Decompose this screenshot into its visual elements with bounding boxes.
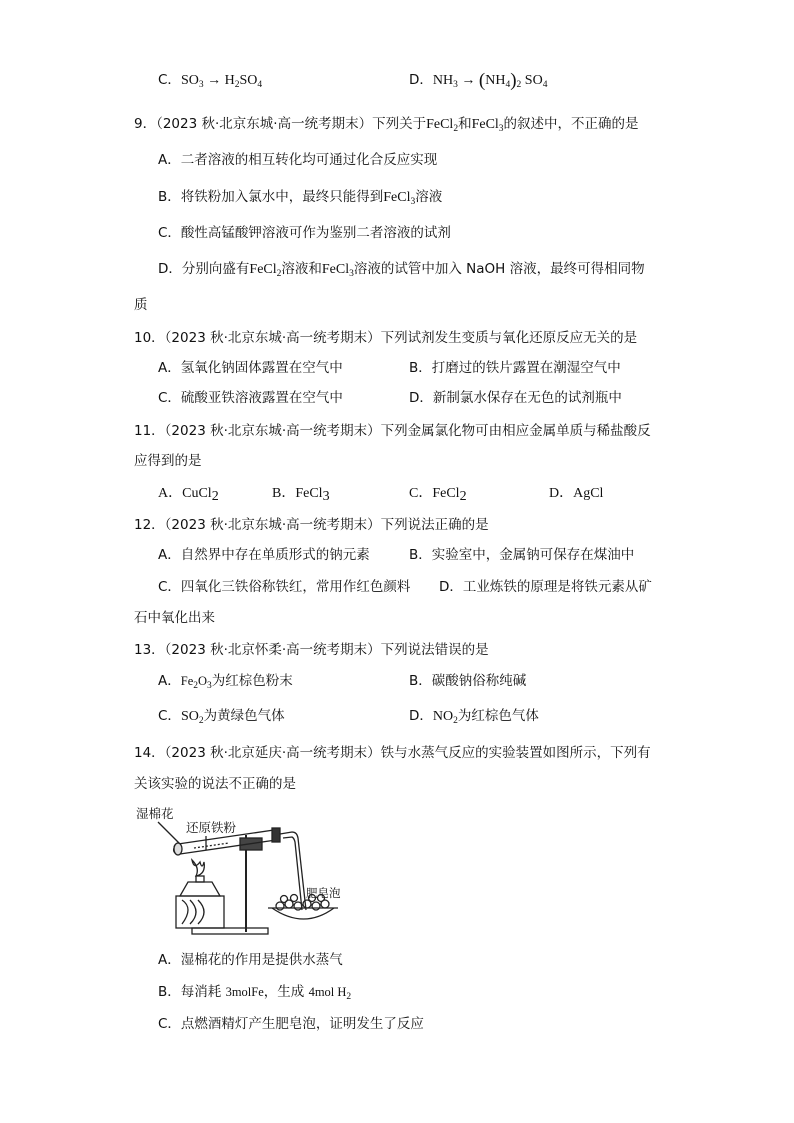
q14-option-a[interactable]: A．湿棉花的作用是提供水蒸气 xyxy=(158,952,343,968)
wet-cotton xyxy=(174,843,182,855)
q11-option-b[interactable]: B．FeCl$_3$ xyxy=(272,486,330,504)
q10-option-a[interactable]: A．氢氧化钠固体露置在空气中 xyxy=(158,360,343,376)
formula-nh3: $NH_3$ xyxy=(432,73,458,90)
flame xyxy=(192,860,204,876)
reaction-arrow: → xyxy=(457,73,479,88)
formula-h2so4: $H_2SO_4$ xyxy=(224,73,263,90)
q10-stem: 10．（2023 秋·北京东城·高一统考期末）下列试剂发生变质与氧化还原反应无关的是 xyxy=(134,330,638,346)
q10-option-b[interactable]: B．打磨过的铁片露置在潮湿空气中 xyxy=(409,360,621,376)
cotton-leader-line xyxy=(158,822,180,844)
q12-option-d-continuation: 石中氧化出来 xyxy=(134,610,215,626)
alcohol-lamp-body xyxy=(180,882,220,896)
q10-option-c[interactable]: C．硫酸亚铁溶液露置在空气中 xyxy=(158,390,343,406)
reaction-arrow: → xyxy=(203,73,225,88)
q13-stem: 13．（2023 秋·北京怀柔·高一统考期末）下列说法错误的是 xyxy=(134,642,489,658)
ring-stand-base xyxy=(192,928,268,934)
q14-stem-line1: 14．（2023 秋·北京延庆·高一统考期末）铁与水蒸气反应的实验装置如图所示，下列有 xyxy=(134,745,651,761)
option-letter: D． xyxy=(409,72,433,88)
q13-option-c[interactable]: C．$SO_2$为黄绿色气体 xyxy=(158,708,285,726)
q9-option-c[interactable]: C．酸性高锰酸钾溶液可作为鉴别二者溶液的试剂 xyxy=(158,225,451,241)
q13-option-b[interactable]: B．碳酸钠俗称纯碱 xyxy=(409,673,527,689)
q14-option-c[interactable]: C．点燃酒精灯产生肥皂泡，证明发生了反应 xyxy=(158,1016,424,1032)
q12-stem: 12．（2023 秋·北京东城·高一统考期末）下列说法正确的是 xyxy=(134,517,489,533)
iron-steam-apparatus-figure xyxy=(134,800,354,940)
q13-option-d[interactable]: D．$NO_2$为红棕色气体 xyxy=(409,708,539,726)
q12-option-c[interactable]: C．四氧化三铁俗称铁红，常用作红色颜料 xyxy=(158,579,411,595)
q9-stem: 9．（2023 秋·北京东城·高一统考期末）下列关于FeCl$_2$和FeCl$_3$的叙述中，不正确的是 xyxy=(134,116,639,134)
q11-option-a[interactable]: A．CuCl$_2$ xyxy=(158,486,219,504)
q10-option-d[interactable]: D．新制氯水保存在无色的试剂瓶中 xyxy=(409,390,622,406)
q9-option-d[interactable]: D．分别向盛有FeCl$_2$溶液和FeCl$_3$溶液的试管中加入 NaOH 溶液，最终可得相同物 xyxy=(158,261,645,279)
lamp-wick xyxy=(196,876,204,882)
q8-option-d[interactable] xyxy=(409,71,547,90)
q11-option-c[interactable]: C．FeCl$_2$ xyxy=(409,486,467,504)
formula-nh4-2so4: $(NH_4)_2$ $SO_4$ xyxy=(478,70,548,91)
delivery-tube xyxy=(280,832,306,910)
label-reduced-iron-powder: 还原铁粉 xyxy=(186,820,237,835)
stopper xyxy=(272,828,280,842)
q12-option-d[interactable]: D．工业炼铁的原理是将铁元素从矿 xyxy=(439,579,652,595)
q12-option-b[interactable]: B．实验室中，金属钠可保存在煤油中 xyxy=(409,547,635,563)
q9-option-b[interactable]: B．将铁粉加入氯水中，最终只能得到FeCl$_3$溶液 xyxy=(158,189,443,207)
q11-option-d[interactable]: D．AgCl xyxy=(549,486,604,501)
label-wet-cotton: 湿棉花 xyxy=(136,806,174,821)
wood-grain xyxy=(182,900,204,924)
option-letter: C． xyxy=(158,72,181,88)
q14-option-b[interactable]: B．每消耗 3molFe，生成 4mol $H_2$ xyxy=(158,984,352,1002)
formula-so3: $SO_3$ xyxy=(180,73,204,90)
q13-option-a[interactable]: A．$Fe_2O_3$为红棕色粉末 xyxy=(158,673,293,691)
q8-option-c[interactable] xyxy=(158,71,262,90)
q9-option-d-continuation: 质 xyxy=(134,297,148,313)
q9-option-a[interactable]: A．二者溶液的相互转化均可通过化合反应实现 xyxy=(158,152,438,168)
q11-stem-line1: 11．（2023 秋·北京东城·高一统考期末）下列金属氯化物可由相应金属单质与稀盐酸反 xyxy=(134,423,651,439)
q12-option-a[interactable]: A．自然界中存在单质形式的钠元素 xyxy=(158,547,370,563)
q11-stem-line2: 应得到的是 xyxy=(134,453,202,469)
q14-stem-line2: 关该实验的说法不正确的是 xyxy=(134,776,296,792)
label-soap-bubbles: 肥皂泡 xyxy=(306,886,341,900)
